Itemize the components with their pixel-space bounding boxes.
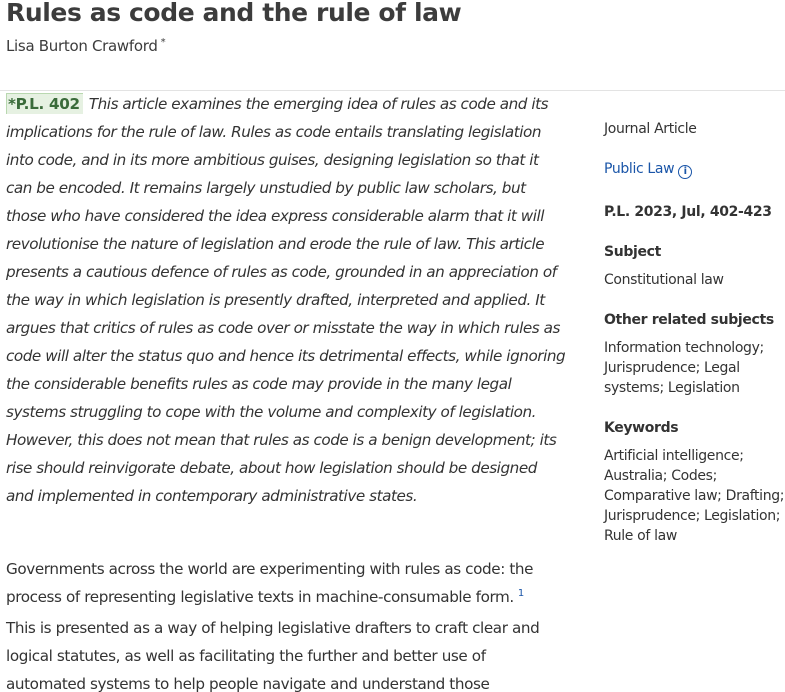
- document-type: Journal Article: [604, 121, 697, 137]
- info-icon[interactable]: i: [678, 165, 692, 179]
- publication-row: [604, 159, 785, 179]
- author-footnote-mark[interactable]: *: [160, 37, 166, 48]
- keywords-heading: Keywords: [604, 420, 679, 436]
- body-paragraph: [6, 555, 561, 692]
- citation: P.L. 2023, Jul, 402-423: [604, 204, 772, 220]
- related-subjects-value: Information technology; Jurisprudence; Legal systems; Legislation: [604, 340, 764, 396]
- author-line: [6, 37, 165, 55]
- article-title: Rules as code and the rule of law: [6, 0, 462, 27]
- body-text-continued: This is presented as a way of helping legislative drafters to craft clear and logical statutes, as well as facilitating the further and better use of automated systems to help people navigate and understand those: [6, 619, 540, 692]
- related-subjects-heading: Other related subjects: [604, 312, 774, 328]
- subject-value: Constitutional law: [604, 272, 724, 288]
- publication-link[interactable]: Public Law: [604, 161, 675, 177]
- abstract-text: This article examines the emerging idea of rules as code and its implications for the rule of law. Rules as code entails translating legislation into code, and in its more ambitious guises, designing legislation so that it can be encoded. It remains largely unstudied by public law scholars, but those who have considered the idea express considerable alarm that it will revolutionise the nature of legislation and erode the rule of law. This article presents a cautious defence of rules as code, grounded in an appreciation of the way in which legislation is presently drafted, interpreted and applied. It argues that critics of rules as code over or misstate the way in which rules as code will alter the status quo and hence its detrimental effects, while ignoring the considerable benefits rules as code may provide in the many legal systems struggling to cope with the volume and complexity of legislation. However, this does not mean that rules as code is a benign development; its rise should reinvigorate debate, about how legislation should be designed and implemented in contemporary administrative states.: [6, 95, 566, 505]
- abstract: [6, 90, 566, 510]
- footnote-link[interactable]: 1: [517, 588, 524, 599]
- body-text-start: Governments across the world are experimenting with rules as code: the process of representing legislative texts in machine-consumable form.: [6, 560, 534, 606]
- subject-heading: Subject: [604, 244, 661, 260]
- page-citation-marker: *P.L. 402: [6, 93, 83, 114]
- author-name[interactable]: Lisa Burton Crawford: [6, 37, 158, 55]
- keywords-value: Artificial intelligence; Australia; Codes; Comparative law; Drafting; Jurisprudence; Legislation; Rule of law: [604, 448, 785, 544]
